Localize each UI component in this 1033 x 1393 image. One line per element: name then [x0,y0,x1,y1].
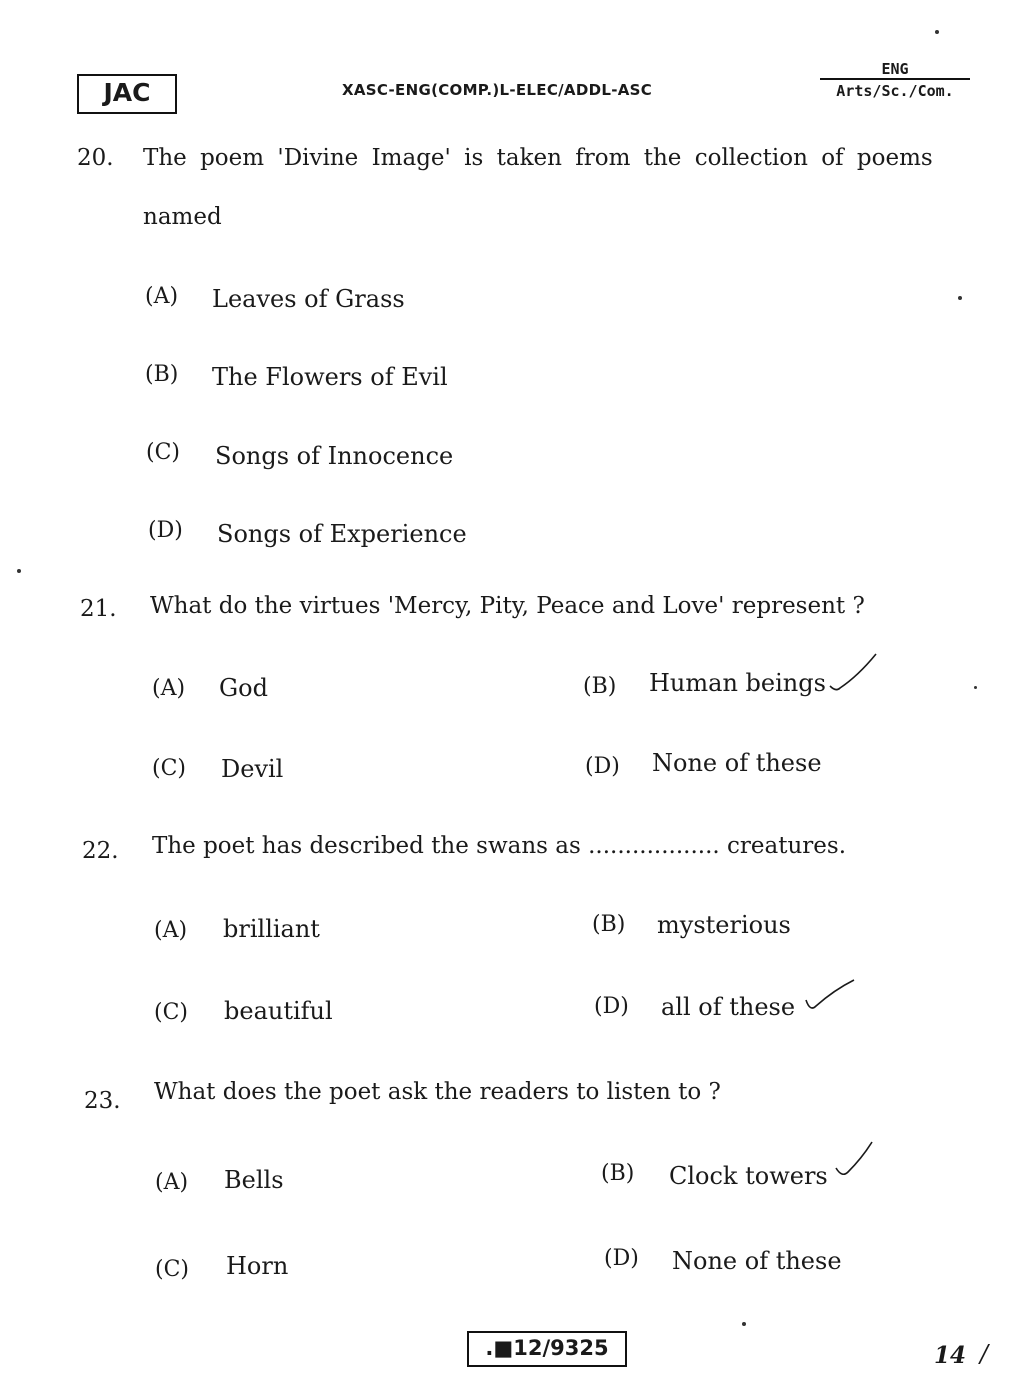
streams-label: Arts/Sc./Com. [820,78,970,101]
option-text: Clock towers [669,1162,828,1190]
option-text: Bells [224,1166,284,1194]
question-text: The poet has described the swans as .................. creatures. [152,833,847,859]
option-label: (D) [604,1246,639,1271]
option-text: Songs of Experience [217,520,467,548]
option-label: (C) [152,756,186,781]
option-text: mysterious [657,911,791,939]
option-label: (A) [154,918,188,943]
page-slash: / [980,1340,989,1368]
question-number: 23. [84,1088,121,1114]
option-text: Human beings [649,669,826,697]
subject-label: ENG [881,60,909,78]
tick-mark-icon [834,1138,878,1184]
option-text: beautiful [224,997,333,1025]
option-label: (C) [154,1000,188,1025]
question-text: What does the poet ask the readers to listen to ? [154,1079,721,1105]
scan-speck [974,686,977,689]
option-text: Devil [221,755,284,783]
subject-stream-label [820,60,970,101]
option-text: all of these [661,993,796,1021]
booklet-code-box: .■12/9325 [467,1331,627,1367]
question-number: 20. [77,145,114,171]
option-text: Songs of Innocence [215,442,454,470]
question-number: 22. [82,838,119,864]
scan-speck [742,1322,746,1326]
option-text: God [219,674,268,702]
option-label: (C) [155,1257,189,1282]
option-text: brilliant [223,915,320,943]
scan-speck [935,30,939,34]
question-text: The poem 'Divine Image' is taken from the collection of poems [143,145,933,171]
option-text: None of these [652,749,822,777]
scan-speck [958,296,962,300]
question-text: What do the virtues 'Mercy, Pity, Peace and Love' represent ? [150,593,865,619]
option-label: (C) [146,440,180,465]
option-label: (A) [145,284,179,309]
question-number: 21. [80,596,117,622]
option-label: (B) [601,1161,635,1186]
option-label: (A) [152,676,186,701]
tick-mark-icon [804,976,860,1018]
tick-mark-icon [828,650,882,694]
page-number: 14 [934,1342,967,1369]
paper-code: XASC-ENG(COMP.)L-ELEC/ADDL-ASC [342,81,653,99]
board-logo-box: JAC [77,74,177,114]
scan-speck [17,569,21,573]
option-text: The Flowers of Evil [212,363,448,391]
option-label: (D) [585,754,620,779]
question-text-continued: named [143,204,222,230]
option-text: Leaves of Grass [212,285,405,313]
option-text: None of these [672,1247,842,1275]
option-label: (B) [592,912,626,937]
option-text: Horn [226,1252,289,1280]
option-label: (D) [594,994,629,1019]
option-label: (B) [145,362,179,387]
option-label: (B) [583,674,617,699]
option-label: (D) [148,518,183,543]
option-label: (A) [155,1170,189,1195]
